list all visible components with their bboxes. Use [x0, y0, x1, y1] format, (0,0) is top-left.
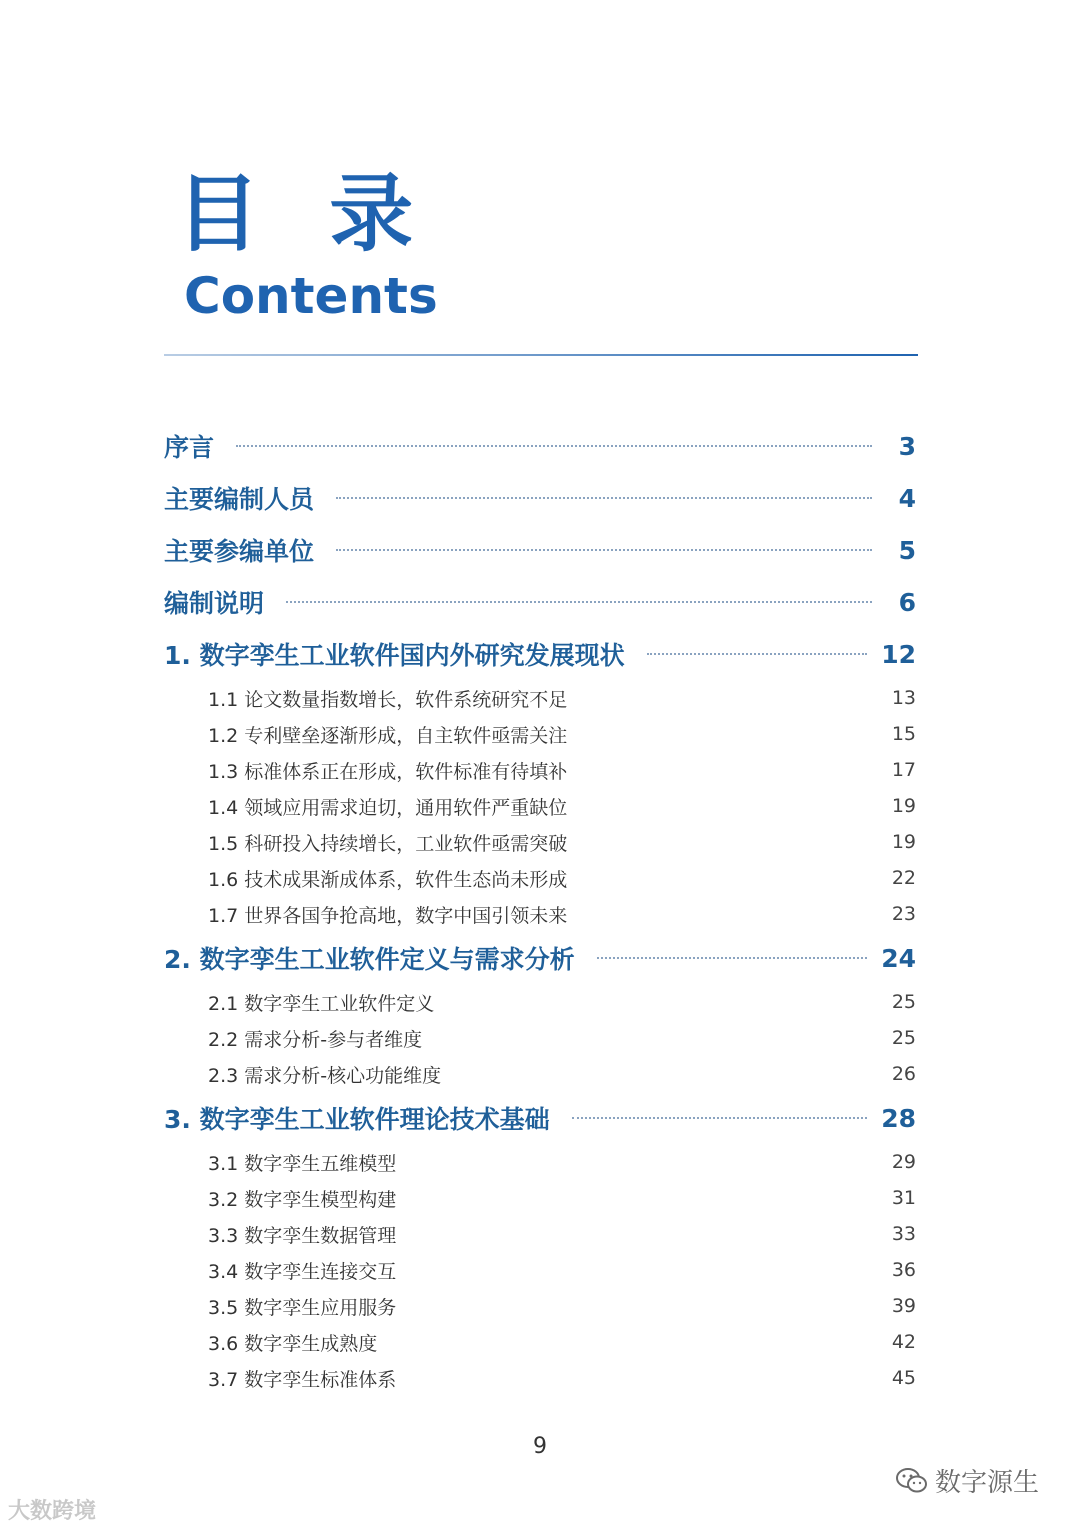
toc-entry-section[interactable]: [164, 472, 916, 524]
toc-entry-page: 19: [891, 795, 916, 817]
toc-entry-section[interactable]: [164, 420, 916, 472]
toc-entry-subsection[interactable]: [164, 716, 916, 752]
toc-entry-page: 13: [891, 687, 916, 709]
toc-entry-label: 2. 数字孪生工业软件定义与需求分析: [164, 945, 575, 974]
title-divider: [164, 354, 918, 356]
page-number: 9: [533, 1434, 547, 1459]
toc-entry-subsection[interactable]: [164, 752, 916, 788]
toc-entry-page: 36: [891, 1259, 916, 1281]
toc-entry-label: 3. 数字孪生工业软件理论技术基础: [164, 1105, 550, 1134]
page-title-cn: 目 录: [176, 165, 434, 263]
toc-entry-label: 1.1 论文数量指数增长，软件系统研究不足: [208, 688, 568, 711]
toc-entry-label: 主要编制人员: [164, 485, 315, 514]
toc-entry-label: 3.2 数字孪生模型构建: [208, 1188, 397, 1211]
toc-entry-section[interactable]: [164, 628, 916, 680]
toc-entry-page: 3: [898, 431, 916, 461]
toc-leader-dots: [597, 957, 868, 959]
toc-entry-label: 3.7 数字孪生标准体系: [208, 1368, 397, 1391]
toc-entry-subsection[interactable]: [164, 896, 916, 932]
toc-entry-label: 1.7 世界各国争抢高地，数字中国引领未来: [208, 904, 568, 927]
toc-entry-label: 3.1 数字孪生五维模型: [208, 1152, 397, 1175]
toc-entry-page: 22: [891, 867, 916, 889]
toc-entry-subsection[interactable]: [164, 788, 916, 824]
toc-entry-label: 3.6 数字孪生成熟度: [208, 1332, 378, 1355]
toc-entry-label: 2.1 数字孪生工业软件定义: [208, 992, 435, 1015]
toc-entry-label: 序言: [164, 433, 215, 462]
watermark-left: 大数跨境: [8, 1499, 97, 1524]
toc-leader-dots: [336, 549, 872, 551]
toc-entry-subsection[interactable]: [164, 1144, 916, 1180]
toc-entry-page: 28: [881, 1103, 916, 1133]
toc-entry-subsection[interactable]: [164, 824, 916, 860]
toc-entry-subsection[interactable]: [164, 1288, 916, 1324]
toc-entry-page: 24: [881, 943, 916, 973]
toc-entry-subsection[interactable]: [164, 1180, 916, 1216]
toc-entry-page: 12: [881, 639, 916, 669]
toc-leader-dots: [286, 601, 872, 603]
toc-entry-page: 15: [891, 723, 916, 745]
toc-entry-label: 1.3 标准体系正在形成，软件标准有待填补: [208, 760, 568, 783]
toc-entry-label: 1.2 专利壁垒逐渐形成，自主软件亟需关注: [208, 724, 568, 747]
watermark-right: [895, 1462, 1039, 1499]
watermark-right-label: 数字源生: [935, 1468, 1040, 1498]
toc-entry-label: 1. 数字孪生工业软件国内外研究发展现状: [164, 641, 625, 670]
toc-entry-section[interactable]: [164, 576, 916, 628]
toc-entry-label: 2.2 需求分析-参与者维度: [208, 1028, 423, 1051]
page-title-en: Contents: [184, 267, 438, 325]
toc-entry-label: 3.3 数字孪生数据管理: [208, 1224, 397, 1247]
toc-entry-label: 主要参编单位: [164, 537, 315, 566]
toc-entry-page: 31: [891, 1187, 916, 1209]
toc-entry-label: 1.6 技术成果渐成体系，软件生态尚未形成: [208, 868, 568, 891]
toc-entry-page: 23: [891, 903, 916, 925]
toc-entry-label: 编制说明: [164, 589, 265, 618]
toc-entry-page: 45: [891, 1367, 916, 1389]
toc-entry-section[interactable]: [164, 1092, 916, 1144]
toc-entry-page: 6: [898, 587, 916, 617]
toc-entry-label: 2.3 需求分析-核心功能维度: [208, 1064, 442, 1087]
toc-entry-page: 5: [898, 535, 916, 565]
toc-entry-label: 1.5 科研投入持续增长，工业软件亟需突破: [208, 832, 568, 855]
toc-entry-page: 29: [891, 1151, 916, 1173]
toc-entry-page: 4: [898, 483, 916, 513]
toc-leader-dots: [572, 1117, 868, 1119]
toc-entry-page: 25: [891, 991, 916, 1013]
toc-entry-label: 3.4 数字孪生连接交互: [208, 1260, 397, 1283]
toc-entry-page: 26: [891, 1063, 916, 1085]
toc-entry-subsection[interactable]: [164, 1324, 916, 1360]
wechat-icon: [895, 1466, 929, 1496]
toc-entry-subsection[interactable]: [164, 1216, 916, 1252]
toc-entry-subsection[interactable]: [164, 680, 916, 716]
toc-entry-subsection[interactable]: [164, 1360, 916, 1396]
toc-leader-dots: [647, 653, 868, 655]
toc-entry-page: 19: [891, 831, 916, 853]
toc-entry-page: 42: [891, 1331, 916, 1353]
toc-entry-page: 39: [891, 1295, 916, 1317]
toc-entry-section[interactable]: [164, 524, 916, 576]
toc-entry-page: 33: [891, 1223, 916, 1245]
toc-entry-subsection[interactable]: [164, 1056, 916, 1092]
toc-entry-label: 3.5 数字孪生应用服务: [208, 1296, 397, 1319]
toc-entry-subsection[interactable]: [164, 860, 916, 896]
toc-leader-dots: [336, 497, 872, 499]
toc-entry-label: 1.4 领域应用需求迫切，通用软件严重缺位: [208, 796, 568, 819]
toc-entry-section[interactable]: [164, 932, 916, 984]
toc-entry-subsection[interactable]: [164, 984, 916, 1020]
toc-leader-dots: [236, 445, 872, 447]
toc-entry-subsection[interactable]: [164, 1252, 916, 1288]
toc-entry-page: 17: [891, 759, 916, 781]
toc-entry-page: 25: [891, 1027, 916, 1049]
toc-entry-subsection[interactable]: [164, 1020, 916, 1056]
